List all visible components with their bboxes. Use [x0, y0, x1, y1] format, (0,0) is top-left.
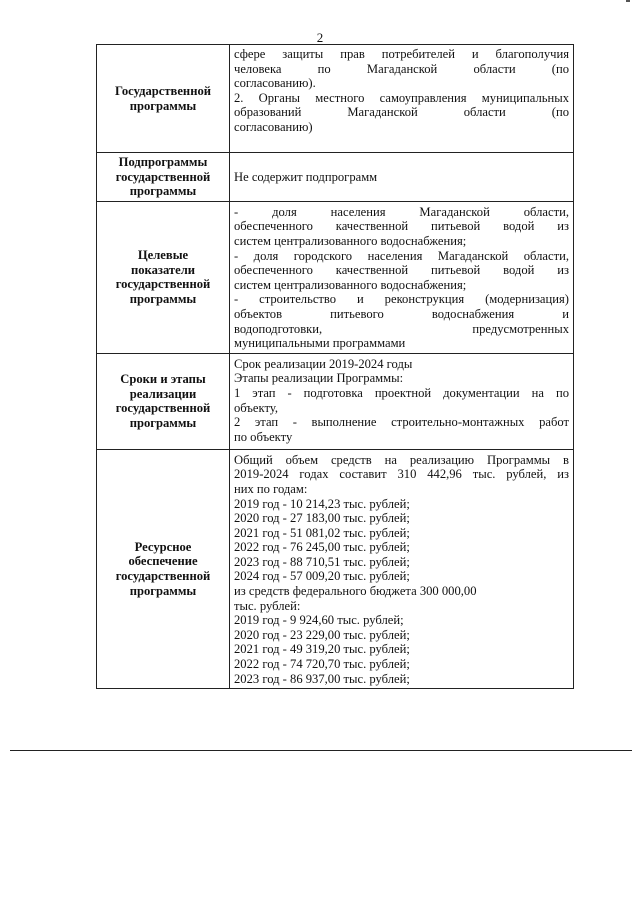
row-label-line: Ресурсное — [134, 539, 192, 554]
value-line: 2021 год - 49 319,20 тыс. рублей; — [234, 642, 410, 657]
value-line: 2023 год - 88 710,51 тыс. рублей; — [234, 554, 410, 569]
value-line: обеспеченного качественной питьевой водой из — [234, 219, 569, 234]
value-line: тыс. рублей: — [234, 598, 301, 613]
program-passport-table — [96, 44, 574, 689]
row-label-line: программы — [129, 583, 197, 598]
value-line: них по годам: — [234, 481, 308, 496]
row-label-line: государственной — [115, 169, 211, 184]
row-label-cell — [97, 45, 230, 153]
row-label-line: показатели — [130, 262, 196, 277]
value-line: 2 этап - выполнение строительно-монтажных работ — [234, 415, 569, 430]
value-line: 2021 год - 51 081,02 тыс. рублей; — [234, 525, 410, 540]
value-line: 2022 год - 74 720,70 тыс. рублей; — [234, 657, 410, 672]
value-line: Не содержит подпрограмм — [234, 169, 378, 184]
value-line: согласованию). — [234, 76, 316, 91]
value-line: 2020 год - 23 229,00 тыс. рублей; — [234, 627, 410, 642]
value-line: муниципальными программами — [234, 336, 406, 351]
row-value-cell — [230, 353, 574, 449]
table-row — [97, 153, 574, 202]
value-line: образований Магаданской области (по — [234, 105, 569, 120]
row-label-line: государственной — [115, 568, 211, 583]
value-line: 2019-2024 годах составит 310 442,96 тыс. рублей, из — [234, 467, 569, 482]
value-line: - строительство и реконструкция (модернизация) — [234, 292, 569, 307]
table-row — [97, 201, 574, 353]
value-line: 2019 год - 9 924,60 тыс. рублей; — [234, 613, 404, 628]
value-line: 2020 год - 27 183,00 тыс. рублей; — [234, 511, 410, 526]
row-label-line: реализации — [129, 386, 197, 401]
row-label-line: обеспечение — [128, 554, 198, 569]
row-label-line: Государственной — [114, 83, 212, 98]
value-line: 2. Органы местного самоуправления муниципальных — [234, 90, 569, 105]
row-label-line: государственной — [115, 401, 211, 416]
value-line: систем централизованного водоснабжения; — [234, 233, 467, 248]
value-line: Этапы реализации Программы: — [234, 371, 404, 386]
row-label-cell — [97, 353, 230, 449]
row-label-line: программы — [129, 98, 197, 113]
value-line: согласованию) — [234, 119, 313, 134]
row-label-line: Целевые — [137, 248, 189, 263]
row-value-cell — [230, 45, 574, 153]
value-line: 2019 год - 10 214,23 тыс. рублей; — [234, 496, 410, 511]
row-label-line: программы — [129, 415, 197, 430]
value-line: обеспеченного качественной питьевой водой из — [234, 263, 569, 278]
value-line: по объекту — [234, 429, 293, 444]
value-line: - доля населения Магаданской области, — [234, 204, 569, 219]
value-line: объекту, — [234, 400, 278, 415]
table-row — [97, 449, 574, 689]
value-line: сфере защиты прав потребителей и благополучия — [234, 47, 569, 61]
row-label-cell — [97, 153, 230, 202]
value-line: 1 этап - подготовка проектной документации на по — [234, 385, 569, 400]
page-divider-line — [10, 750, 632, 751]
table-row — [97, 45, 574, 153]
row-label-line: государственной — [115, 277, 211, 292]
value-line: систем централизованного водоснабжения; — [234, 277, 467, 292]
table-row — [97, 353, 574, 449]
row-value-cell — [230, 201, 574, 353]
value-line: 2022 год - 76 245,00 тыс. рублей; — [234, 540, 410, 555]
value-line: - доля городского населения Магаданской области, — [234, 248, 569, 263]
value-line: объектов питьевого водоснабжения и — [234, 306, 569, 321]
value-line: Срок реализации 2019-2024 годы — [234, 356, 413, 371]
scan-artifact-mark — [626, 0, 630, 2]
page-number: 2 — [316, 30, 324, 45]
value-line: Общий объем средств на реализацию Программы в — [234, 452, 569, 467]
row-label-line: программы — [129, 291, 197, 306]
value-line: из средств федерального бюджета 300 000,00 — [234, 584, 477, 599]
row-label-line: Сроки и этапы — [120, 372, 206, 387]
value-line: 2023 год - 86 937,00 тыс. рублей; — [234, 671, 410, 686]
row-label-line: Подпрограммы — [118, 155, 208, 169]
row-label-cell — [97, 449, 230, 689]
row-value-cell — [230, 449, 574, 689]
value-line: 2024 год - 57 009,20 тыс. рублей; — [234, 569, 410, 584]
value-line: человека по Магаданской области (по — [234, 61, 569, 76]
row-label-line: программы — [129, 184, 197, 199]
row-label-cell — [97, 201, 230, 353]
value-line: водоподготовки, предусмотренных — [234, 321, 569, 336]
row-value-cell — [230, 153, 574, 202]
